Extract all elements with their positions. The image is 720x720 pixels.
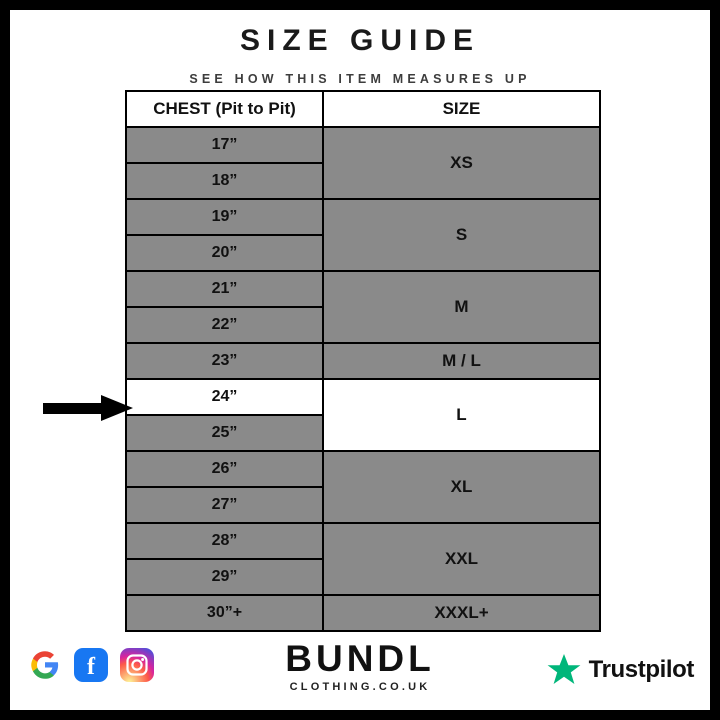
size-value: XL (323, 451, 600, 523)
table-row (126, 199, 600, 235)
size-table (125, 90, 601, 632)
size-table-container (125, 90, 595, 632)
size-value: S (323, 199, 600, 271)
table-row (126, 343, 600, 379)
chest-value: 21” (126, 271, 323, 307)
chest-value: 29” (126, 559, 323, 595)
size-value: M / L (323, 343, 600, 379)
brand-name: BUNDL (285, 638, 435, 679)
table-row (126, 595, 600, 631)
trustpilot-label: Trustpilot (588, 656, 694, 683)
size-value: XXL (323, 523, 600, 595)
chest-value: 20” (126, 235, 323, 271)
chest-value: 28” (126, 523, 323, 559)
table-row (126, 523, 600, 559)
trustpilot-star-icon (546, 652, 582, 688)
table-row (126, 271, 600, 307)
table-header-row (126, 91, 600, 127)
chest-value: 17” (126, 127, 323, 163)
size-value: XXXL+ (323, 595, 600, 631)
size-value-selected: L (323, 379, 600, 451)
chest-value: 26” (126, 451, 323, 487)
table-row (126, 127, 600, 163)
chest-value: 19” (126, 199, 323, 235)
chest-value: 27” (126, 487, 323, 523)
column-header-size: SIZE (323, 91, 600, 127)
svg-text:f: f (87, 654, 95, 680)
size-value: XS (323, 127, 600, 199)
chest-value: 23” (126, 343, 323, 379)
footer (10, 638, 710, 710)
column-header-chest: CHEST (Pit to Pit) (126, 91, 323, 127)
chest-value-selected: 24” (126, 379, 323, 415)
trustpilot-badge[interactable] (546, 652, 694, 688)
chest-value: 22” (126, 307, 323, 343)
page-subtitle: SEE HOW THIS ITEM MEASURES UP (189, 72, 531, 86)
brand-website: CLOTHING.CO.UK (289, 681, 431, 693)
chest-value: 18” (126, 163, 323, 199)
table-row-highlighted (126, 379, 600, 415)
page-title: SIZE GUIDE (239, 24, 481, 57)
chest-value: 25” (126, 415, 323, 451)
table-row (126, 451, 600, 487)
size-value: M (323, 271, 600, 343)
size-guide-card (10, 10, 710, 710)
size-indicator-arrow-icon (43, 395, 133, 421)
chest-value: 30”+ (126, 595, 323, 631)
